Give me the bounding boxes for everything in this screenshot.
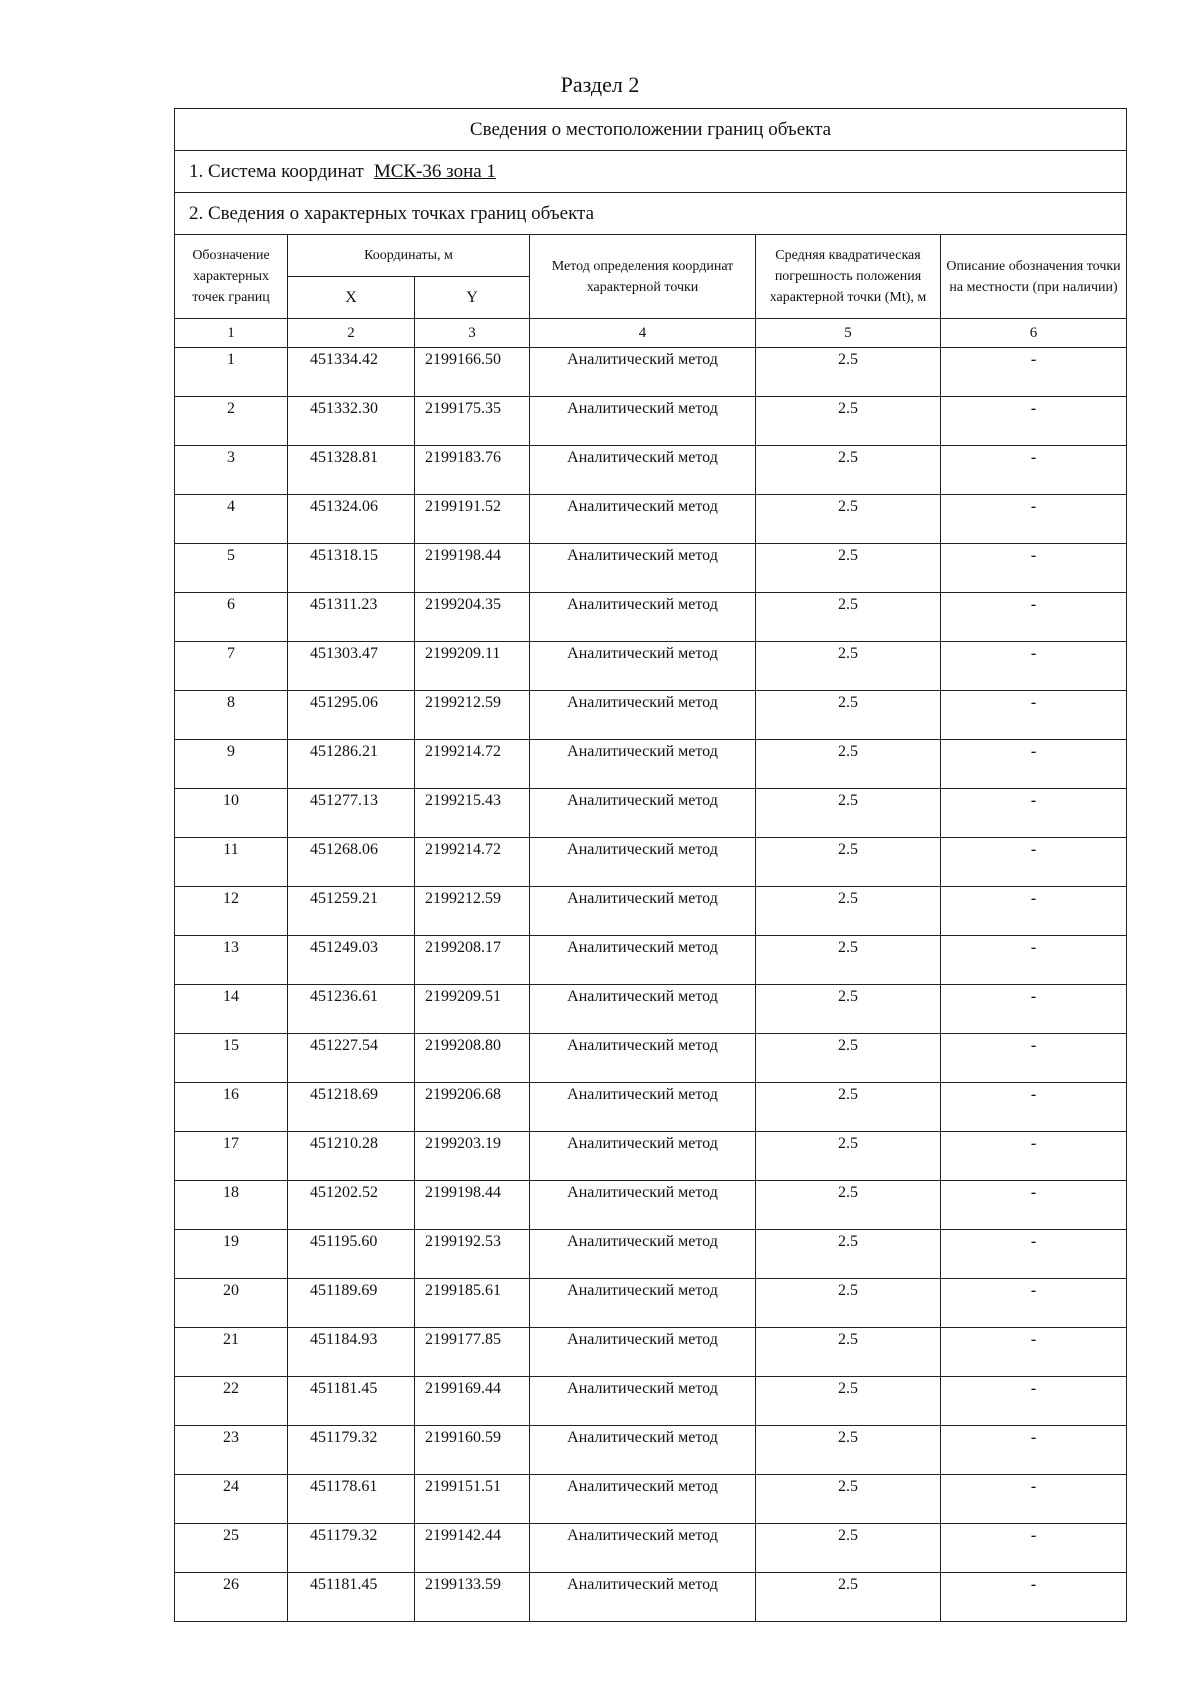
error-value: 2.5	[756, 446, 941, 495]
coord-system-value: МСК-36 зона 1	[373, 160, 496, 182]
point-number: 25	[175, 1524, 288, 1573]
coord-x: 451179.32	[288, 1426, 415, 1475]
description: -	[941, 1524, 1127, 1573]
point-number: 5	[175, 544, 288, 593]
error-value: 2.5	[756, 1573, 941, 1622]
description: -	[941, 642, 1127, 691]
error-value: 2.5	[756, 740, 941, 789]
table-row	[175, 544, 1127, 593]
method: Аналитический метод	[530, 1426, 756, 1475]
table-row	[175, 1181, 1127, 1230]
error-value: 2.5	[756, 1083, 941, 1132]
point-number: 22	[175, 1377, 288, 1426]
coord-system-row	[175, 151, 1127, 193]
column-index-row	[175, 319, 1127, 348]
description: -	[941, 1230, 1127, 1279]
error-value: 2.5	[756, 397, 941, 446]
point-number: 13	[175, 936, 288, 985]
method: Аналитический метод	[530, 446, 756, 495]
coord-x: 451202.52	[288, 1181, 415, 1230]
description: -	[941, 691, 1127, 740]
method: Аналитический метод	[530, 1524, 756, 1573]
point-number: 19	[175, 1230, 288, 1279]
table-row	[175, 1524, 1127, 1573]
point-number: 2	[175, 397, 288, 446]
coord-y: 2199166.50	[415, 348, 530, 397]
point-number: 1	[175, 348, 288, 397]
error-value: 2.5	[756, 1132, 941, 1181]
error-value: 2.5	[756, 495, 941, 544]
coord-x: 451286.21	[288, 740, 415, 789]
method: Аналитический метод	[530, 740, 756, 789]
point-number: 10	[175, 789, 288, 838]
coord-y: 2199133.59	[415, 1573, 530, 1622]
method: Аналитический метод	[530, 1181, 756, 1230]
coord-x: 451249.03	[288, 936, 415, 985]
column-index: 6	[941, 319, 1127, 348]
error-value: 2.5	[756, 1328, 941, 1377]
description: -	[941, 1034, 1127, 1083]
description: -	[941, 838, 1127, 887]
coord-x: 451179.32	[288, 1524, 415, 1573]
method: Аналитический метод	[530, 642, 756, 691]
table-row	[175, 887, 1127, 936]
coord-y: 2199214.72	[415, 838, 530, 887]
coord-y: 2199214.72	[415, 740, 530, 789]
coord-y: 2199212.59	[415, 887, 530, 936]
point-number: 24	[175, 1475, 288, 1524]
description: -	[941, 1083, 1127, 1132]
coord-x: 451295.06	[288, 691, 415, 740]
coord-y: 2199198.44	[415, 1181, 530, 1230]
coord-x: 451318.15	[288, 544, 415, 593]
method: Аналитический метод	[530, 985, 756, 1034]
error-value: 2.5	[756, 348, 941, 397]
method: Аналитический метод	[530, 1083, 756, 1132]
point-number: 11	[175, 838, 288, 887]
table-row	[175, 1475, 1127, 1524]
method: Аналитический метод	[530, 1132, 756, 1181]
table-row	[175, 1377, 1127, 1426]
table-row	[175, 985, 1127, 1034]
coord-x: 451332.30	[288, 397, 415, 446]
description: -	[941, 1279, 1127, 1328]
coord-y: 2199192.53	[415, 1230, 530, 1279]
coord-y: 2199206.68	[415, 1083, 530, 1132]
coord-x: 451189.69	[288, 1279, 415, 1328]
coord-x: 451334.42	[288, 348, 415, 397]
point-number: 14	[175, 985, 288, 1034]
description: -	[941, 1132, 1127, 1181]
description: -	[941, 887, 1127, 936]
table-row	[175, 789, 1127, 838]
coord-y: 2199204.35	[415, 593, 530, 642]
description: -	[941, 1573, 1127, 1622]
point-number: 12	[175, 887, 288, 936]
table-row	[175, 593, 1127, 642]
description: -	[941, 397, 1127, 446]
coord-y: 2199212.59	[415, 691, 530, 740]
description: -	[941, 348, 1127, 397]
table-row	[175, 1132, 1127, 1181]
coord-y: 2199209.51	[415, 985, 530, 1034]
header-y: Y	[415, 277, 530, 319]
error-value: 2.5	[756, 789, 941, 838]
table-row	[175, 1230, 1127, 1279]
table-row	[175, 348, 1127, 397]
method: Аналитический метод	[530, 789, 756, 838]
method: Аналитический метод	[530, 691, 756, 740]
coord-y: 2199203.19	[415, 1132, 530, 1181]
point-number: 26	[175, 1573, 288, 1622]
coord-x: 451195.60	[288, 1230, 415, 1279]
table-row	[175, 642, 1127, 691]
coord-x: 451277.13	[288, 789, 415, 838]
point-number: 6	[175, 593, 288, 642]
error-value: 2.5	[756, 1377, 941, 1426]
coord-x: 451227.54	[288, 1034, 415, 1083]
method: Аналитический метод	[530, 887, 756, 936]
error-value: 2.5	[756, 1181, 941, 1230]
table-row	[175, 495, 1127, 544]
coord-y: 2199177.85	[415, 1328, 530, 1377]
coord-y: 2199208.80	[415, 1034, 530, 1083]
description: -	[941, 446, 1127, 495]
method: Аналитический метод	[530, 1573, 756, 1622]
description: -	[941, 1328, 1127, 1377]
coord-x: 451268.06	[288, 838, 415, 887]
error-value: 2.5	[756, 593, 941, 642]
coord-y: 2199175.35	[415, 397, 530, 446]
method: Аналитический метод	[530, 593, 756, 642]
table-row	[175, 1573, 1127, 1622]
point-number: 18	[175, 1181, 288, 1230]
error-value: 2.5	[756, 1230, 941, 1279]
error-value: 2.5	[756, 985, 941, 1034]
coord-y: 2199215.43	[415, 789, 530, 838]
boundary-points-table	[174, 108, 1127, 1622]
coord-x: 451181.45	[288, 1377, 415, 1426]
point-number: 7	[175, 642, 288, 691]
method: Аналитический метод	[530, 936, 756, 985]
coord-x: 451259.21	[288, 887, 415, 936]
method: Аналитический метод	[530, 348, 756, 397]
error-value: 2.5	[756, 1524, 941, 1573]
coord-x: 451311.23	[288, 593, 415, 642]
point-number: 9	[175, 740, 288, 789]
table-row	[175, 1328, 1127, 1377]
coord-x: 451324.06	[288, 495, 415, 544]
table-row	[175, 740, 1127, 789]
description: -	[941, 1426, 1127, 1475]
column-index: 2	[288, 319, 415, 348]
point-number: 17	[175, 1132, 288, 1181]
column-index: 1	[175, 319, 288, 348]
column-index: 5	[756, 319, 941, 348]
coord-y: 2199183.76	[415, 446, 530, 495]
header-coords: Координаты, м	[288, 235, 530, 277]
error-value: 2.5	[756, 887, 941, 936]
method: Аналитический метод	[530, 397, 756, 446]
header-method: Метод определения координат характерной точки	[530, 235, 756, 319]
description: -	[941, 593, 1127, 642]
description: -	[941, 789, 1127, 838]
description: -	[941, 1181, 1127, 1230]
coord-x: 451303.47	[288, 642, 415, 691]
table-row	[175, 397, 1127, 446]
section-title: Сведения о местоположении границ объекта	[175, 109, 1127, 151]
table-row	[175, 1083, 1127, 1132]
coord-x: 451178.61	[288, 1475, 415, 1524]
method: Аналитический метод	[530, 1279, 756, 1328]
table-row	[175, 446, 1127, 495]
method: Аналитический метод	[530, 1328, 756, 1377]
error-value: 2.5	[756, 1426, 941, 1475]
method: Аналитический метод	[530, 1377, 756, 1426]
method: Аналитический метод	[530, 1034, 756, 1083]
description: -	[941, 985, 1127, 1034]
description: -	[941, 740, 1127, 789]
header-point: Обозначение характерных точек границ	[175, 235, 288, 319]
point-number: 21	[175, 1328, 288, 1377]
point-number: 4	[175, 495, 288, 544]
coord-system-label: 1. Система координат	[189, 160, 364, 182]
method: Аналитический метод	[530, 838, 756, 887]
column-index: 4	[530, 319, 756, 348]
method: Аналитический метод	[530, 1475, 756, 1524]
header-x: X	[288, 277, 415, 319]
coord-x: 451184.93	[288, 1328, 415, 1377]
coord-x: 451210.28	[288, 1132, 415, 1181]
header-error: Средняя квадратическая погрешность положения характерной точки (Mt), м	[756, 235, 941, 319]
coord-y: 2199169.44	[415, 1377, 530, 1426]
table-row	[175, 838, 1127, 887]
points-heading: 2. Сведения о характерных точках границ объекта	[175, 193, 1127, 235]
point-number: 8	[175, 691, 288, 740]
coord-y: 2199160.59	[415, 1426, 530, 1475]
table-row	[175, 1034, 1127, 1083]
coord-x: 451328.81	[288, 446, 415, 495]
error-value: 2.5	[756, 642, 941, 691]
description: -	[941, 495, 1127, 544]
coord-y: 2199208.17	[415, 936, 530, 985]
table-row	[175, 1279, 1127, 1328]
table-row	[175, 691, 1127, 740]
error-value: 2.5	[756, 544, 941, 593]
error-value: 2.5	[756, 691, 941, 740]
error-value: 2.5	[756, 1279, 941, 1328]
method: Аналитический метод	[530, 1230, 756, 1279]
error-value: 2.5	[756, 936, 941, 985]
error-value: 2.5	[756, 1034, 941, 1083]
coord-y: 2199151.51	[415, 1475, 530, 1524]
error-value: 2.5	[756, 1475, 941, 1524]
header-description: Описание обозначения точки на местности (при наличии)	[941, 235, 1127, 319]
coord-y: 2199185.61	[415, 1279, 530, 1328]
coord-y: 2199191.52	[415, 495, 530, 544]
point-number: 15	[175, 1034, 288, 1083]
description: -	[941, 544, 1127, 593]
description: -	[941, 1475, 1127, 1524]
table-row	[175, 936, 1127, 985]
error-value: 2.5	[756, 838, 941, 887]
method: Аналитический метод	[530, 544, 756, 593]
column-index: 3	[415, 319, 530, 348]
method: Аналитический метод	[530, 495, 756, 544]
point-number: 20	[175, 1279, 288, 1328]
point-number: 23	[175, 1426, 288, 1475]
table-row	[175, 1426, 1127, 1475]
coord-y: 2199142.44	[415, 1524, 530, 1573]
point-number: 3	[175, 446, 288, 495]
coord-x: 451236.61	[288, 985, 415, 1034]
description: -	[941, 936, 1127, 985]
coord-x: 451181.45	[288, 1573, 415, 1622]
description: -	[941, 1377, 1127, 1426]
coord-y: 2199209.11	[415, 642, 530, 691]
page-title: Раздел 2	[560, 72, 640, 97]
coord-x: 451218.69	[288, 1083, 415, 1132]
coord-y: 2199198.44	[415, 544, 530, 593]
point-number: 16	[175, 1083, 288, 1132]
